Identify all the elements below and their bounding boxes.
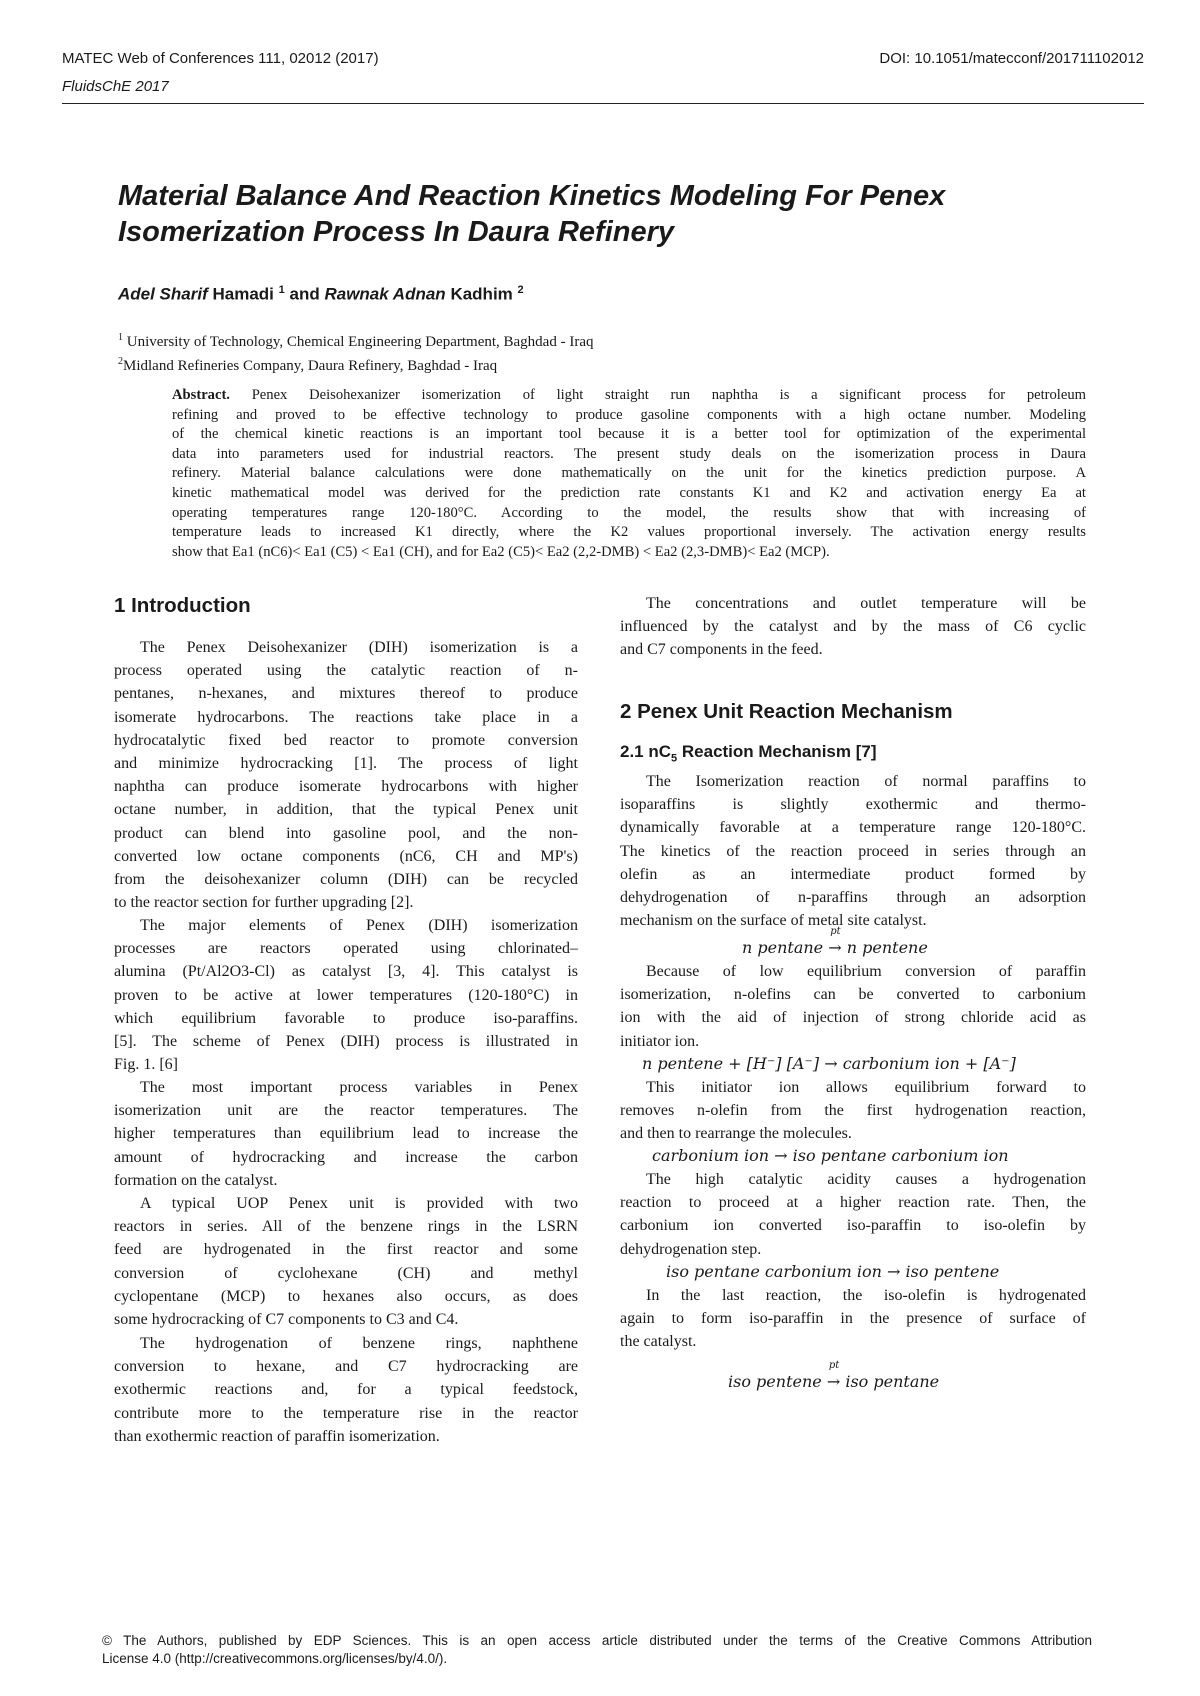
equation-4: iso pentane carbonium ion → iso pentene [666,1262,1000,1281]
paper-title [118,178,1098,250]
author-2-given: Rawnak Adnan [324,284,446,304]
intro-paragraph-4: A typical UOP Penex unit is provided with two reactors in series. All of the benzene rings in the LSRN feed are hydrogenated in the first reactor and some conversion of cyclohexane (CH) and methyl cyclopentane (MCP) to hexanes also occurs, as does some hydrocracking of C7 components to C3 and C4. [114,1195,578,1329]
intro-paragraph-3: The most important process variables in Penex isomerization unit are the reactor temperatures. The higher temperatures than equilibrium lead to increase the amount of hydrocracking and increase the carbon formation on the catalyst. [114,1079,578,1189]
author-2-family: Kadhim [450,284,513,304]
mechanism-paragraph-5: In the last reaction, the iso-olefin is hydrogenated again to form iso-paraffin in the presence of surface of the catalyst. [620,1287,1086,1351]
license-footer [102,1632,1092,1668]
abstract-line: kinetic mathematical model was derived for the prediction rate constants K1 and K2 and activation energy Ea at [172,484,1086,501]
equation-3: carbonium ion → iso pentane carbonium ion [652,1146,1009,1165]
affiliation-2-text: Midland Refineries Company, Daura Refinery, Baghdad - Iraq [123,358,498,374]
license-line[interactable]: License 4.0 (http://creativecommons.org/licenses/by/4.0/). [102,1651,448,1666]
title-line-1: Material Balance And Reaction Kinetics Modeling For Penex [118,180,946,212]
conference-name: FluidsChE 2017 [62,78,169,95]
journal-citation: MATEC Web of Conferences 111, 02012 (2017) [62,50,379,67]
subsection-2-1-heading: 2.1 $nC_5$ Reaction Mechanism [7] [620,742,877,765]
mechanism-paragraph-4: The high catalytic acidity causes a hydrogenation reaction to proceed at a higher reaction rate. Then, the carbonium ion converted iso-paraffin to iso-olefin by dehydrogenation step. [620,1171,1086,1258]
author-1-given: Adel Sharif [118,284,208,304]
abstract [172,386,1086,562]
title-line-2: Isomerization Process In Daura Refinery [118,216,675,248]
section-1-heading: 1 Introduction [114,594,251,617]
author-and: and [289,284,320,304]
author-list [118,284,524,305]
affiliation-2 [118,356,497,375]
section-2-heading: 2 Penex Unit Reaction Mechanism [620,700,953,723]
equation-5: iso pentene pt → iso pentane [728,1360,940,1391]
author-1-family: Hamadi [212,284,274,304]
mechanism-paragraph-3: This initiator ion allows equilibrium forward to removes n-olefin from the first hydrogenation reaction, and then to rearrange the molecules. [620,1079,1086,1143]
equation-1: n pentane pt → n pentene [742,926,928,957]
affiliation-1-mark: 1 [118,332,123,343]
mechanism-paragraph-1: The Isomerization reaction of normal paraffins to isoparaffins is slightly exothermic and thermo- dynamically favorable at a temperature range 120-180°C. The kinetics of the reaction proceed in series through an olefin as an intermediate product formed by dehydrogenation of n-paraffins through an adsorption mechanism on the surface of metal site catalyst. [620,773,1086,930]
abstract-line: Abstract. Penex Deisohexanizer isomerization of light straight run naphtha is a significant process for petroleum [172,387,1086,403]
author-1-mark: 1 [278,284,285,296]
abstract-label: Abstract. [172,387,230,403]
affiliation-2-mark: 2 [118,356,123,367]
mechanism-paragraph-2: Because of low equilibrium conversion of paraffin isomerization, n-olefins can be converted to carbonium ion with the aid of injection of strong chloride acid as initiator ion. [620,963,1086,1050]
license-line: © The Authors, published by EDP Sciences. This is an open access article distributed under the terms of the Creative Commons Attribution [102,1633,1092,1648]
abstract-line: refinery. Material balance calculations were done mathematically on the unit for the kinetics prediction purpose. A [172,465,1086,482]
abstract-line: operating temperatures range 120-180°C. According to the model, the results show that with increasing of [172,504,1086,521]
abstract-line: data into parameters used for industrial reactors. The present study deals on the isomerization process in Daura [172,445,1086,462]
header-rule [62,103,1144,104]
intro-continuation-paragraph: The concentrations and outlet temperature will be influenced by the catalyst and by the mass of C6 cyclic and C7 components in the feed. [620,595,1086,659]
intro-paragraph-2: The major elements of Penex (DIH) isomerization processes are reactors operated using chlorinated– alumina (Pt/Al2O3-Cl) as catalyst [3, 4]. This catalyst is proven to be active at lower temperatures (120-180°C) in which equilibrium favorable to produce iso-paraffins. [5]. The scheme of Penex (DIH) process is illustrated in Fig. 1. [6] [114,917,578,1074]
affiliation-1-text: University of Technology, Chemical Engineering Department, Baghdad - Iraq [126,334,594,350]
intro-paragraph-1: The Penex Deisohexanizer (DIH) isomerization is a process operated using the catalytic reaction of n- pentanes, n-hexanes, and mixtures thereof to produce isomerate hydrocarbons. The reactions take place in a hydrocatalytic fixed bed reactor to promote conversion and minimize hydrocracking [1]. The process of light naphtha can produce isomerate hydrocarbons with higher octane number, in addition, that the typical Penex unit product can blend into gasoline pool, and the non- converted low octane components (nC6, CH and MP's) from the deisohexanizer column (DIH) can be recycled to the reactor section for further upgrading [2]. [114,639,578,912]
author-2-mark: 2 [517,284,524,296]
doi[interactable]: DOI: 10.1051/matecconf/201711102012 [879,50,1144,67]
abstract-line: of the chemical kinetic reactions is an important tool because it is a better tool for optimization of the experimental [172,426,1086,443]
equation-2: n pentene + [H⁻] [A⁻] → carbonium ion + [A⁻] [642,1054,1016,1073]
abstract-line: refining and proved to be effective technology to produce gasoline components with a high octane number. Modeling [172,406,1086,423]
abstract-line: show that Ea1 (nC6)< Ea1 (C5) < Ea1 (CH), and for Ea2 (C5)< Ea2 (2,2-DMB) < Ea2 (2,3-DMB)< Ea2 (MCP). [172,543,830,560]
intro-paragraph-5: The hydrogenation of benzene rings, naphthene conversion to hexane, and C7 hydrocracking are exothermic reactions and, for a typical feedstock, contribute more to the temperature rise in the reactor than exothermic reaction of paraffin isomerization. [114,1335,578,1445]
abstract-line: temperature leads to increased K1 directly, where the K2 values proportional inversely. The activation energy results [172,524,1086,541]
affiliation-1 [118,332,593,351]
